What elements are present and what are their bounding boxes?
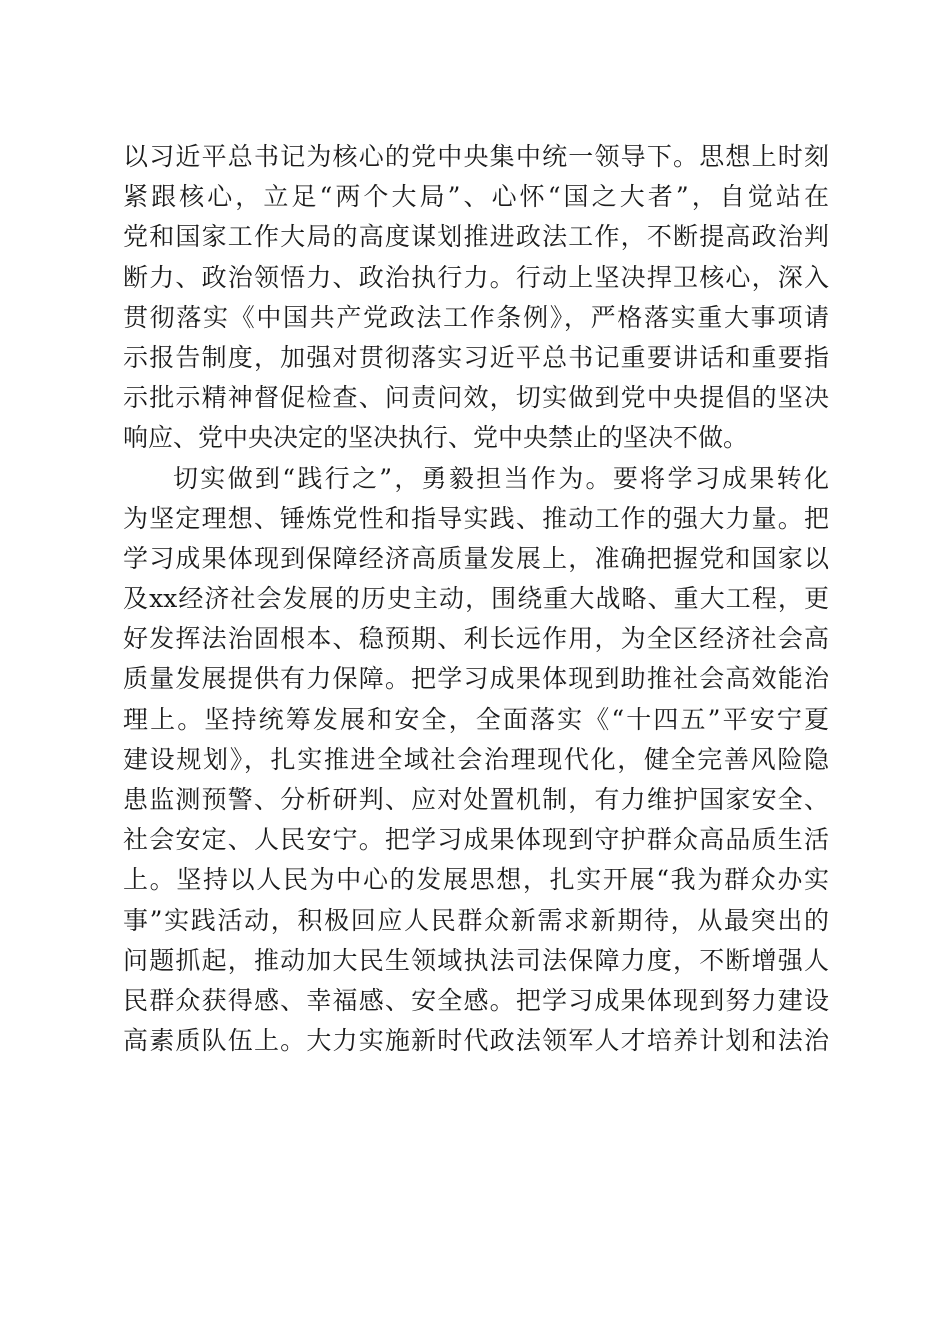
text-line: 理上。坚持统筹发展和安全，全面落实《“十四五”平安宁夏: [123, 704, 829, 734]
text-line: 好发挥法治固根本、稳预期、利长远作用，为全区经济社会高: [123, 624, 829, 654]
body-text: [123, 137, 829, 1061]
text-line: 质量发展提供有力保障。把学习成果体现到助推社会高效能治: [123, 664, 829, 694]
text-line: 以习近平总书记为核心的党中央集中统一领导下。思想上时刻: [123, 142, 829, 171]
text-line: 及xx经济社会发展的历史主动，围绕重大战略、重大工程，更: [123, 584, 829, 614]
text-line: 为坚定理想、锤炼党性和指导实践、推动工作的强大力量。把: [123, 503, 829, 533]
text-line: 学习成果体现到保障经济高质量发展上，准确把握党和国家以: [123, 543, 829, 573]
text-line: 断力、政治领悟力、政治执行力。行动上坚决捍卫核心，深入: [123, 262, 829, 292]
text-line: 上。坚持以人民为中心的发展思想，扎实开展“我为群众办实: [123, 865, 829, 895]
text-line: 民群众获得感、幸福感、安全感。把学习成果体现到努力建设: [123, 985, 829, 1015]
text-line: 问题抓起，推动加大民生领域执法司法保障力度，不断增强人: [123, 945, 829, 975]
text-line: 建设规划》，扎实推进全域社会治理现代化，健全完善风险隐: [123, 744, 829, 774]
text-line: 事”实践活动，积极回应人民群众新需求新期待，从最突出的: [123, 905, 829, 935]
text-line: 党和国家工作大局的高度谋划推进政法工作，不断提高政治判: [123, 222, 829, 252]
paragraph-start-line: 切实做到“践行之”，勇毅担当作为。要将学习成果转化: [173, 463, 829, 493]
text-line: 响应、党中央决定的坚决执行、党中央禁止的坚决不做。: [123, 423, 749, 453]
text-line: 示报告制度，加强对贯彻落实习近平总书记重要讲话和重要指: [123, 342, 829, 372]
text-line: 高素质队伍上。大力实施新时代政法领军人才培养计划和法治: [123, 1026, 829, 1056]
text-line: 示批示精神督促检查、问责问效，切实做到党中央提倡的坚决: [123, 383, 829, 413]
text-line: 贯彻落实《中国共产党政法工作条例》，严格落实重大事项请: [123, 302, 829, 332]
text-line: 患监测预警、分析研判、应对处置机制，有力维护国家安全、: [123, 785, 829, 814]
text-line: 社会安定、人民安宁。把学习成果体现到守护群众高品质生活: [123, 825, 829, 855]
text-line: 紧跟核心，立足“两个大局”、心怀“国之大者”，自觉站在: [123, 182, 829, 212]
